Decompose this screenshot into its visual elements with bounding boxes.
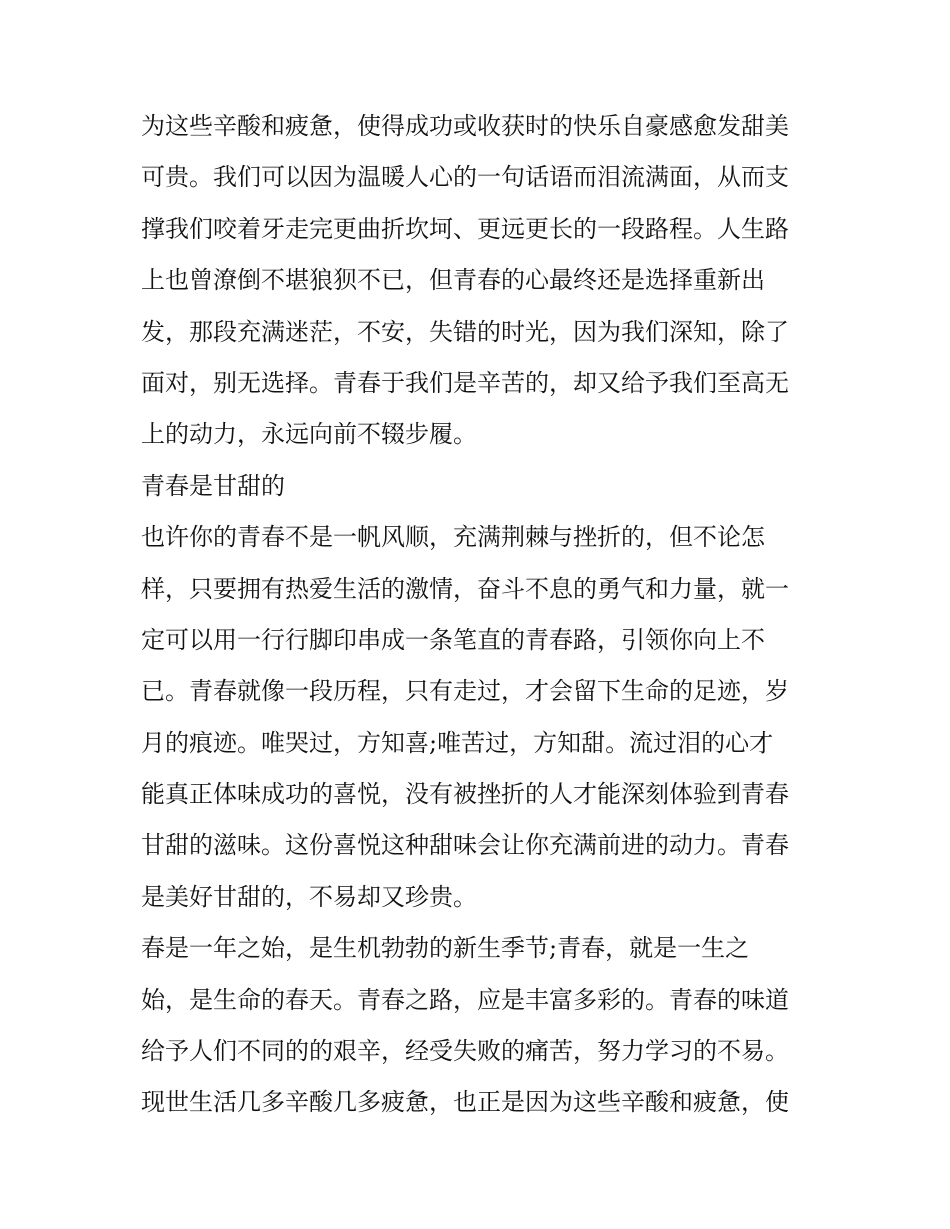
text-line: 上也曾潦倒不堪狼狈不已，但青春的心最终还是选择重新出 bbox=[141, 266, 765, 295]
text-line: 月的痕迹。唯哭过，方知喜;唯苦过，方知甜。流过泪的心才 bbox=[141, 728, 774, 757]
section-heading: 青春是甘甜的 bbox=[141, 471, 285, 500]
text-line: 定可以用一行行脚印串成一条笔直的青春路，引领你向上不 bbox=[141, 625, 765, 654]
text-line: 给予人们不同的的艰辛，经受失败的痛苦，努力学习的不易。 bbox=[141, 1037, 789, 1066]
text-line: 现世生活几多辛酸几多疲惫，也正是因为这些辛酸和疲惫，使 bbox=[141, 1088, 789, 1117]
text-line: 发，那段充满迷茫，不安，失错的时光，因为我们深知，除了 bbox=[141, 317, 789, 346]
text-line: 也许你的青春不是一帆风顺，充满荆棘与挫折的，但不论怎 bbox=[141, 523, 765, 552]
text-line: 面对，别无选择。青春于我们是辛苦的，却又给予我们至高无 bbox=[141, 368, 789, 397]
document-body bbox=[141, 101, 821, 1129]
text-line: 甘甜的滋味。这份喜悦这种甜味会让你充满前进的动力。青春 bbox=[141, 831, 789, 860]
text-line: 已。青春就像一段历程，只有走过，才会留下生命的足迹，岁 bbox=[141, 677, 789, 706]
text-line: 是美好甘甜的，不易却又珍贵。 bbox=[141, 882, 477, 911]
text-line: 样，只要拥有热爱生活的激情，奋斗不息的勇气和力量，就一 bbox=[141, 574, 789, 603]
text-line: 为这些辛酸和疲惫，使得成功或收获时的快乐自豪感愈发甜美 bbox=[141, 112, 789, 140]
text-line: 撑我们咬着牙走完更曲折坎坷、更远更长的一段路程。人生路 bbox=[141, 214, 789, 243]
text-line: 能真正体味成功的喜悦，没有被挫折的人才能深刻体验到青春 bbox=[141, 780, 789, 809]
text-line: 始，是生命的春天。青春之路，应是丰富多彩的。青春的味道 bbox=[141, 985, 789, 1014]
text-line: 可贵。我们可以因为温暖人心的一句话语而泪流满面，从而支 bbox=[141, 163, 789, 192]
text-line: 春是一年之始，是生机勃勃的新生季节;青春，就是一生之 bbox=[141, 934, 750, 963]
text-line: 上的动力，永远向前不辍步履。 bbox=[141, 420, 477, 449]
